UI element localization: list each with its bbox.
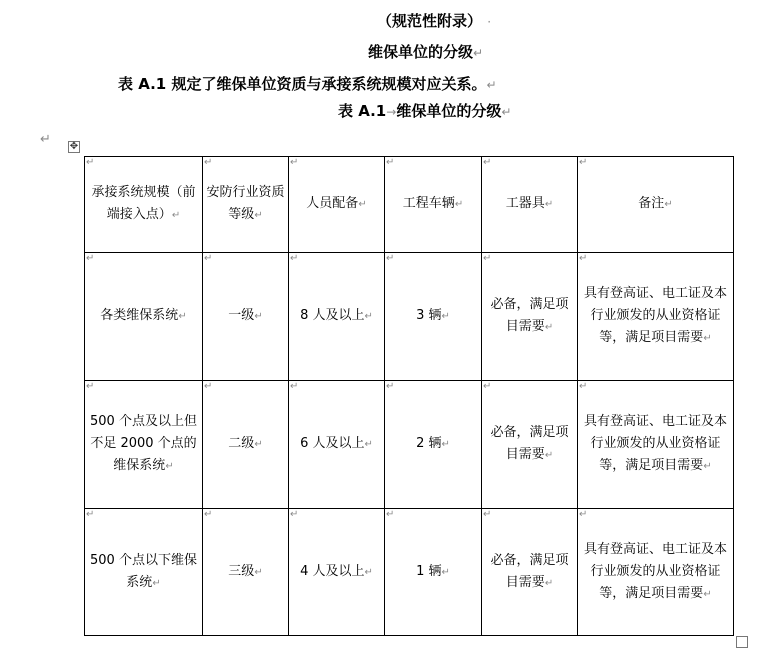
table-cell[interactable] xyxy=(85,381,203,509)
cell-mark: ↵ xyxy=(483,381,492,392)
paragraph-mark: ↵ xyxy=(501,105,512,119)
header-cell-staff[interactable] xyxy=(289,157,385,253)
cell-text: 4 人及以上 xyxy=(300,563,365,579)
cell-mark: ↵ xyxy=(86,157,95,168)
appendix-title xyxy=(368,41,483,62)
cell-mark: ↵ xyxy=(290,157,299,168)
table-cell[interactable] xyxy=(289,509,385,636)
intro-text: 表 A.1 规定了维保单位资质与承接系统规模对应关系。 xyxy=(118,75,487,93)
cell-mark: ↵ xyxy=(204,381,213,392)
cell-mark: ↵ xyxy=(386,253,395,264)
cell-text: 三级 xyxy=(228,563,255,579)
paragraph-mark: ↵ xyxy=(473,46,484,60)
cell-end-mark: ↵ xyxy=(454,199,464,210)
cell-mark: ↵ xyxy=(86,253,95,264)
cell-end-mark: ↵ xyxy=(364,439,373,450)
table-row xyxy=(85,509,734,636)
cell-text: 各类维保系统 xyxy=(100,308,179,323)
cell-end-mark: ↵ xyxy=(441,439,450,450)
table-caption-number: 表 A.1 xyxy=(338,102,387,120)
cell-text: 6 人及以上 xyxy=(300,436,365,451)
header-cell-vehicles[interactable] xyxy=(385,157,482,253)
cell-end-mark: ↵ xyxy=(544,199,554,210)
table-cell[interactable] xyxy=(85,509,203,636)
paragraph-mark: ↵ xyxy=(40,132,51,147)
cell-mark: ↵ xyxy=(386,509,395,520)
header-text: 工程车辆 xyxy=(402,196,455,211)
header-text: 安防行业资质等级 xyxy=(206,185,285,222)
cell-end-mark: ↵ xyxy=(254,311,263,322)
cell-text: 一级 xyxy=(228,308,255,323)
table-cell[interactable] xyxy=(289,253,385,381)
cell-mark: ↵ xyxy=(579,253,588,264)
intro-paragraph xyxy=(118,73,497,94)
table-caption-title: 维保单位的分级 xyxy=(396,102,502,120)
table-cell[interactable] xyxy=(203,381,289,509)
cell-end-mark: ↵ xyxy=(254,210,263,221)
cell-end-mark: ↵ xyxy=(703,461,712,472)
cell-end-mark: ↵ xyxy=(254,439,263,450)
space-mark: · xyxy=(487,15,492,29)
cell-text: 3 辆 xyxy=(416,308,442,323)
cell-mark: ↵ xyxy=(386,381,395,392)
table-cell[interactable] xyxy=(385,253,482,381)
tab-mark: → xyxy=(386,105,397,119)
cell-text: 具有登高证、电工证及本行业颁发的从业资格证等，满足项目需要 xyxy=(583,541,727,601)
cell-end-mark: ↵ xyxy=(441,566,450,578)
table-cell[interactable] xyxy=(289,381,385,509)
table-cell[interactable] xyxy=(482,381,578,509)
cell-mark: ↵ xyxy=(290,253,299,264)
table-cell[interactable] xyxy=(578,253,734,381)
table-cell[interactable] xyxy=(203,509,289,636)
header-cell-qualification[interactable] xyxy=(203,157,289,253)
cell-end-mark: ↵ xyxy=(152,577,161,589)
cell-mark: ↵ xyxy=(579,509,588,520)
cell-text: 1 辆 xyxy=(416,563,442,579)
cell-end-mark: ↵ xyxy=(664,199,673,210)
table-cell[interactable] xyxy=(578,381,734,509)
appendix-label xyxy=(377,10,491,31)
table-cell[interactable] xyxy=(385,381,482,509)
cell-text: 500 个点以下维保系统 xyxy=(90,552,197,590)
cell-text: 具有登高证、电工证及本行业颁发的从业资格证等，满足项目需要 xyxy=(583,286,727,345)
table-cell[interactable] xyxy=(85,253,203,381)
table-cell[interactable] xyxy=(482,253,578,381)
cell-end-mark: ↵ xyxy=(544,450,554,461)
cell-mark: ↵ xyxy=(86,381,95,392)
cell-mark: ↵ xyxy=(386,157,395,168)
table-row xyxy=(85,381,734,509)
header-text: 备注 xyxy=(638,196,665,211)
table-cell[interactable] xyxy=(203,253,289,381)
cell-mark: ↵ xyxy=(579,157,588,168)
cell-mark: ↵ xyxy=(204,157,213,168)
cell-text: 500 个点及以上但不足 2000 个点的维保系统 xyxy=(90,414,197,473)
appendix-label-text: （规范性附录） xyxy=(377,12,483,30)
cell-text: 具有登高证、电工证及本行业颁发的从业资格证等，满足项目需要 xyxy=(583,414,727,473)
cell-mark: ↵ xyxy=(290,381,299,392)
cell-mark: ↵ xyxy=(483,253,492,264)
table-header-row xyxy=(85,157,734,253)
cell-end-mark: ↵ xyxy=(703,588,712,600)
header-text: 工器具 xyxy=(505,196,545,211)
cell-end-mark: ↵ xyxy=(165,461,174,472)
cell-text: 必备，满足项目需要 xyxy=(490,425,569,462)
table-resize-handle-icon[interactable] xyxy=(736,636,748,648)
table-caption xyxy=(338,100,511,121)
cell-end-mark: ↵ xyxy=(178,311,187,322)
cell-end-mark: ↵ xyxy=(254,566,263,578)
cell-text: 8 人及以上 xyxy=(300,308,365,323)
header-cell-tools[interactable] xyxy=(482,157,578,253)
cell-mark: ↵ xyxy=(579,381,588,392)
cell-text: 必备，满足项目需要 xyxy=(490,297,569,334)
table-row xyxy=(85,253,734,381)
paragraph-mark: ↵ xyxy=(486,78,497,92)
cell-mark: ↵ xyxy=(204,509,213,520)
cell-end-mark: ↵ xyxy=(544,577,554,589)
appendix-title-text: 维保单位的分级 xyxy=(368,43,474,61)
header-text: 人员配备 xyxy=(306,196,359,211)
cell-mark: ↵ xyxy=(483,509,492,520)
cell-end-mark: ↵ xyxy=(364,566,373,578)
cell-mark: ↵ xyxy=(204,253,213,264)
table-cell[interactable] xyxy=(385,509,482,636)
table-move-handle-icon[interactable]: ✥ xyxy=(69,141,79,152)
header-text: 承接系统规模（前端接入点） xyxy=(91,185,196,222)
cell-text: 二级 xyxy=(228,436,255,451)
grade-table xyxy=(84,156,734,636)
header-cell-remarks[interactable] xyxy=(578,157,734,253)
cell-mark: ↵ xyxy=(86,509,95,520)
header-cell-scale[interactable] xyxy=(85,157,203,253)
cell-end-mark: ↵ xyxy=(171,210,181,221)
cell-mark: ↵ xyxy=(483,157,492,168)
cell-end-mark: ↵ xyxy=(441,311,450,322)
cell-end-mark: ↵ xyxy=(364,311,373,322)
cell-end-mark: ↵ xyxy=(703,333,712,344)
cell-text: 2 辆 xyxy=(416,436,442,451)
table-cell[interactable] xyxy=(578,509,734,636)
table-cell[interactable] xyxy=(482,509,578,636)
cell-text: 必备，满足项目需要 xyxy=(490,552,569,590)
cell-mark: ↵ xyxy=(290,509,299,520)
cell-end-mark: ↵ xyxy=(544,322,554,333)
cell-end-mark: ↵ xyxy=(358,199,367,210)
